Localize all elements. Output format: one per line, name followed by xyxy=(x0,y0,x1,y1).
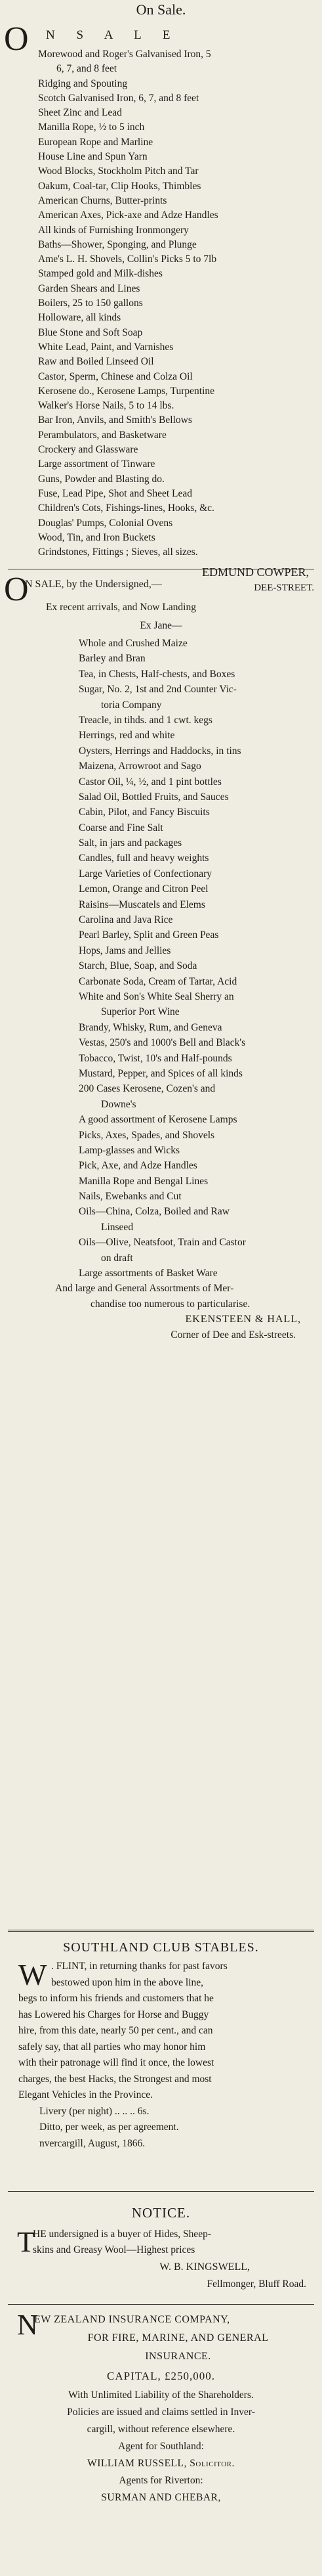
goods-item: All kinds of Furnishing Ironmongery xyxy=(38,224,189,236)
intro-line: Ex recent arrivals, and Now Landing xyxy=(46,602,196,613)
goods-item: Bar Iron, Anvils, and Smith's Bellows xyxy=(38,414,192,426)
agents xyxy=(0,2438,322,2506)
section-divider xyxy=(8,1930,314,1932)
closing-line: chandise too numerous to particularise. xyxy=(91,1298,251,1310)
goods-item: Baths—Shower, Sponging, and Plunge xyxy=(38,238,197,250)
goods-item: Large Varieties of Confectionary xyxy=(79,868,212,879)
goods-item: 200 Cases Kerosene, Cozen's and xyxy=(79,1083,216,1095)
section-divider xyxy=(8,2191,314,2192)
goods-item: Oysters, Herrings and Haddocks, in tins xyxy=(79,745,241,757)
goods-item: Tobacco, Twist, 10's and Half-pounds xyxy=(79,1052,232,1064)
goods-item: Superior Port Wine xyxy=(101,1006,180,1018)
drop-cap-letter: W xyxy=(18,1958,47,1991)
on-sale-ekensteen-advert xyxy=(0,573,322,1343)
goods-item: Barley and Bran xyxy=(79,653,146,665)
body-line: . FLINT, in returning thanks for past favors xyxy=(51,1961,228,1972)
closing-text xyxy=(0,1281,322,1312)
goods-item: White and Son's White Seal Sherry an xyxy=(79,990,234,1002)
goods-item: Wood Blocks, Stockholm Pitch and Tar xyxy=(38,166,199,177)
goods-item: Manilla Rope, ½ to 5 inch xyxy=(38,122,145,133)
terms-line: Policies are issued and claims settled in Inver- xyxy=(67,2407,255,2418)
goods-item: Kerosene do., Kerosene Lamps, Turpentine xyxy=(38,385,215,397)
goods-item: Linseed xyxy=(101,1221,134,1233)
livery-per-night: Livery (per night) .. .. .. 6s. xyxy=(39,2105,150,2117)
goods-item: A good assortment of Kerosene Lamps xyxy=(79,1114,237,1126)
goods-item: Brandy, Whisky, Rum, and Geneva xyxy=(79,1021,222,1033)
ship-name: Ex Jane— xyxy=(140,620,182,631)
goods-item: Large assortment of Tinware xyxy=(38,458,155,470)
goods-item: Wood, Tin, and Iron Buckets xyxy=(38,531,155,543)
insurance-company-advert xyxy=(0,2311,322,2506)
insurance-title xyxy=(0,2311,322,2366)
goods-item: Downe's xyxy=(101,1098,136,1110)
body-line: has Lowered his Charges for Horse and Buggy xyxy=(18,2009,209,2020)
lead-text: N SALE, by the Undersigned,— xyxy=(25,579,162,590)
goods-item: Ame's L. H. Shovels, Collin's Picks 5 to 7lb xyxy=(38,254,217,265)
goods-item: Douglas' Pumps, Colonial Ovens xyxy=(38,517,173,529)
advertiser-name: EDMUND COWPER, xyxy=(201,566,309,579)
goods-item: Castor, Sperm, Chinese and Colza Oil xyxy=(38,370,193,382)
goods-item: Coarse and Fine Salt xyxy=(79,822,163,833)
goods-item: Candles, full and heavy weights xyxy=(79,853,209,864)
goods-item: Grindstones, Fittings ; Sieves, all sizes. xyxy=(38,546,198,558)
body-line: bestowed upon him in the above line, xyxy=(51,1976,204,1988)
goods-item: Guns, Powder and Blasting do. xyxy=(38,473,165,485)
goods-item: American Axes, Pick-axe and Adze Handles xyxy=(38,210,218,221)
advertiser-address: Corner of Dee and Esk-streets. xyxy=(171,1329,296,1341)
body-line: skins and Greasy Wool—Highest prices xyxy=(33,2244,195,2255)
agent-label: Agent for Southland: xyxy=(118,2441,204,2452)
goods-list xyxy=(0,636,322,1281)
terms-line: With Unlimited Liability of the Shareholders. xyxy=(68,2389,254,2401)
advertiser-name: W. B. KINGSWELL, xyxy=(159,2261,250,2273)
goods-item: Tea, in Chests, Half-chests, and Boxes xyxy=(79,668,235,680)
goods-item: Maizena, Arrowroot and Sago xyxy=(79,761,201,772)
goods-item: Scotch Galvanised Iron, 6, 7, and 8 feet xyxy=(38,92,199,104)
goods-item: Cabin, Pilot, and Fancy Biscuits xyxy=(79,807,210,818)
goods-item: Sugar, No. 2, 1st and 2nd Counter Vic- xyxy=(79,684,237,696)
stables-intro xyxy=(0,1959,322,1991)
goods-item: Holloware, all kinds xyxy=(38,312,121,324)
goods-item: Pick, Axe, and Adze Handles xyxy=(79,1160,197,1172)
title-line: FOR FIRE, MARINE, AND GENERAL xyxy=(87,2332,269,2343)
goods-item: Morewood and Roger's Galvanised Iron, 5 xyxy=(38,49,211,60)
goods-item: Carolina and Java Rice xyxy=(79,914,173,926)
notice-advert xyxy=(0,2199,322,2292)
body-line: HE undersigned is a buyer of Hides, Sheep- xyxy=(33,2229,212,2240)
goods-item: Starch, Blue, Soap, and Soda xyxy=(79,960,197,972)
goods-item: Sheet Zinc and Lead xyxy=(38,107,122,119)
body-line: hire, from this date, nearly 50 per cent., and can xyxy=(18,2025,213,2036)
goods-item: House Line and Spun Yarn xyxy=(38,151,148,163)
goods-item: Perambulators, and Basketware xyxy=(38,429,167,441)
goods-item: Castor Oil, ¼, ½, and 1 pint bottles xyxy=(79,776,222,788)
goods-item: European Rope and Marline xyxy=(38,136,153,148)
goods-item: White Lead, Paint, and Varnishes xyxy=(38,341,174,353)
goods-item: Oakum, Coal-tar, Clip Hooks, Thimbles xyxy=(38,180,201,192)
body-line: begs to inform his friends and customers that he xyxy=(18,1993,214,2004)
goods-item: Fuse, Lead Pipe, Shot and Sheet Lead xyxy=(38,487,193,499)
goods-item: toria Company xyxy=(101,699,162,711)
goods-item: Treacle, in tihds. and 1 cwt. kegs xyxy=(79,714,212,726)
capital-amount: CAPITAL, £250,000. xyxy=(107,2370,215,2382)
goods-item: Manilla Rope and Bengal Lines xyxy=(79,1175,209,1187)
goods-item: American Churns, Butter-prints xyxy=(38,194,167,206)
section-divider xyxy=(8,2304,314,2305)
goods-item: Boilers, 25 to 150 gallons xyxy=(38,298,143,309)
goods-item: Picks, Axes, Spades, and Shovels xyxy=(79,1129,215,1141)
goods-item: Blue Stone and Soft Soap xyxy=(38,326,143,338)
agent-name: SURMAN AND CHEBAR, xyxy=(101,2492,221,2503)
advertiser-address: DEE-STREET. xyxy=(254,583,314,594)
goods-item: Carbonate Soda, Cream of Tartar, Acid xyxy=(79,975,237,987)
goods-item: 6, 7, and 8 feet xyxy=(56,63,117,75)
advert-date: nvercargill, August, 1866. xyxy=(39,2137,146,2149)
goods-item: Nails, Ewebanks and Cut xyxy=(79,1191,182,1203)
goods-item: Vestas, 250's and 1000's Bell and Black's xyxy=(79,1037,246,1049)
goods-item: Pearl Barley, Split and Green Peas xyxy=(79,929,219,941)
goods-item: Children's Cots, Fishings-lines, Hooks, &c. xyxy=(38,502,214,514)
goods-item: on draft xyxy=(101,1252,133,1264)
goods-item: Raisins—Muscatels and Elems xyxy=(79,899,205,910)
notice-body xyxy=(0,2227,322,2258)
drop-cap-letter: T xyxy=(17,2226,35,2258)
body-line: Elegant Vehicles in the Province. xyxy=(18,2089,153,2100)
goods-item: Garden Shears and Lines xyxy=(38,282,140,294)
goods-item: Ridging and Spouting xyxy=(38,78,128,89)
on-sale-heading: On Sale. xyxy=(136,1,186,18)
on-sale-cowper-advert xyxy=(0,0,322,595)
title-line: INSURANCE. xyxy=(145,2351,211,2362)
advertiser-name: EKENSTEEN & HALL, xyxy=(185,1314,301,1325)
goods-item: Oils—China, Colza, Boiled and Raw xyxy=(79,1206,230,1218)
goods-item: Mustard, Pepper, and Spices of all kinds xyxy=(79,1067,243,1079)
liability-terms xyxy=(0,2387,322,2438)
club-stables-advert xyxy=(0,1936,322,2152)
body-line: with their patronage will find it once, the lowest xyxy=(18,2057,214,2068)
drop-cap-letter: O xyxy=(4,20,29,58)
stables-body xyxy=(0,1991,322,2104)
goods-item: Raw and Boiled Linseed Oil xyxy=(38,356,154,368)
goods-item: Oils—Olive, Neatsfoot, Train and Castor xyxy=(79,1237,246,1249)
goods-item: Crockery and Glassware xyxy=(38,444,138,456)
terms-line: cargill, without reference elsewhere. xyxy=(87,2424,235,2435)
goods-item: Large assortments of Basket Ware xyxy=(79,1268,218,1279)
title-line: EW ZEALAND INSURANCE COMPANY, xyxy=(34,2314,230,2325)
notice-heading: NOTICE. xyxy=(131,2205,191,2221)
closing-line: And large and General Assortments of Mer- xyxy=(55,1283,234,1295)
goods-list xyxy=(0,47,322,560)
livery-rates xyxy=(0,2104,322,2152)
body-line: charges, the best Hacks, the Strongest and most xyxy=(18,2073,212,2085)
agent-label: Agents for Riverton: xyxy=(119,2475,203,2486)
goods-item: Whole and Crushed Maize xyxy=(79,638,188,649)
spaced-lead-text: N S A L E xyxy=(46,28,180,42)
livery-per-week: Ditto, per week, as per agreement. xyxy=(39,2121,179,2133)
goods-item: Lemon, Orange and Citron Peel xyxy=(79,883,209,895)
goods-item: Walker's Horse Nails, 5 to 14 lbs. xyxy=(38,400,174,412)
advertiser-address: Fellmonger, Bluff Road. xyxy=(207,2278,306,2290)
goods-item: Hops, Jams and Jellies xyxy=(79,944,171,956)
agent-name: WILLIAM RUSSELL, Solicitor. xyxy=(87,2458,235,2469)
body-line: safely say, that all parties who may honor him xyxy=(18,2041,206,2053)
goods-item: Stamped gold and Milk-dishes xyxy=(38,268,163,280)
drop-cap-letter: N xyxy=(17,2309,38,2341)
drop-cap-letter: O xyxy=(4,571,29,608)
goods-item: Salad Oil, Bottled Fruits, and Sauces xyxy=(79,791,229,803)
goods-item: Salt, in jars and packages xyxy=(79,837,182,849)
stables-heading: SOUTHLAND CLUB STABLES. xyxy=(63,1940,259,1955)
goods-item: Herrings, red and white xyxy=(79,730,175,742)
goods-item: Lamp-glasses and Wicks xyxy=(79,1144,180,1156)
